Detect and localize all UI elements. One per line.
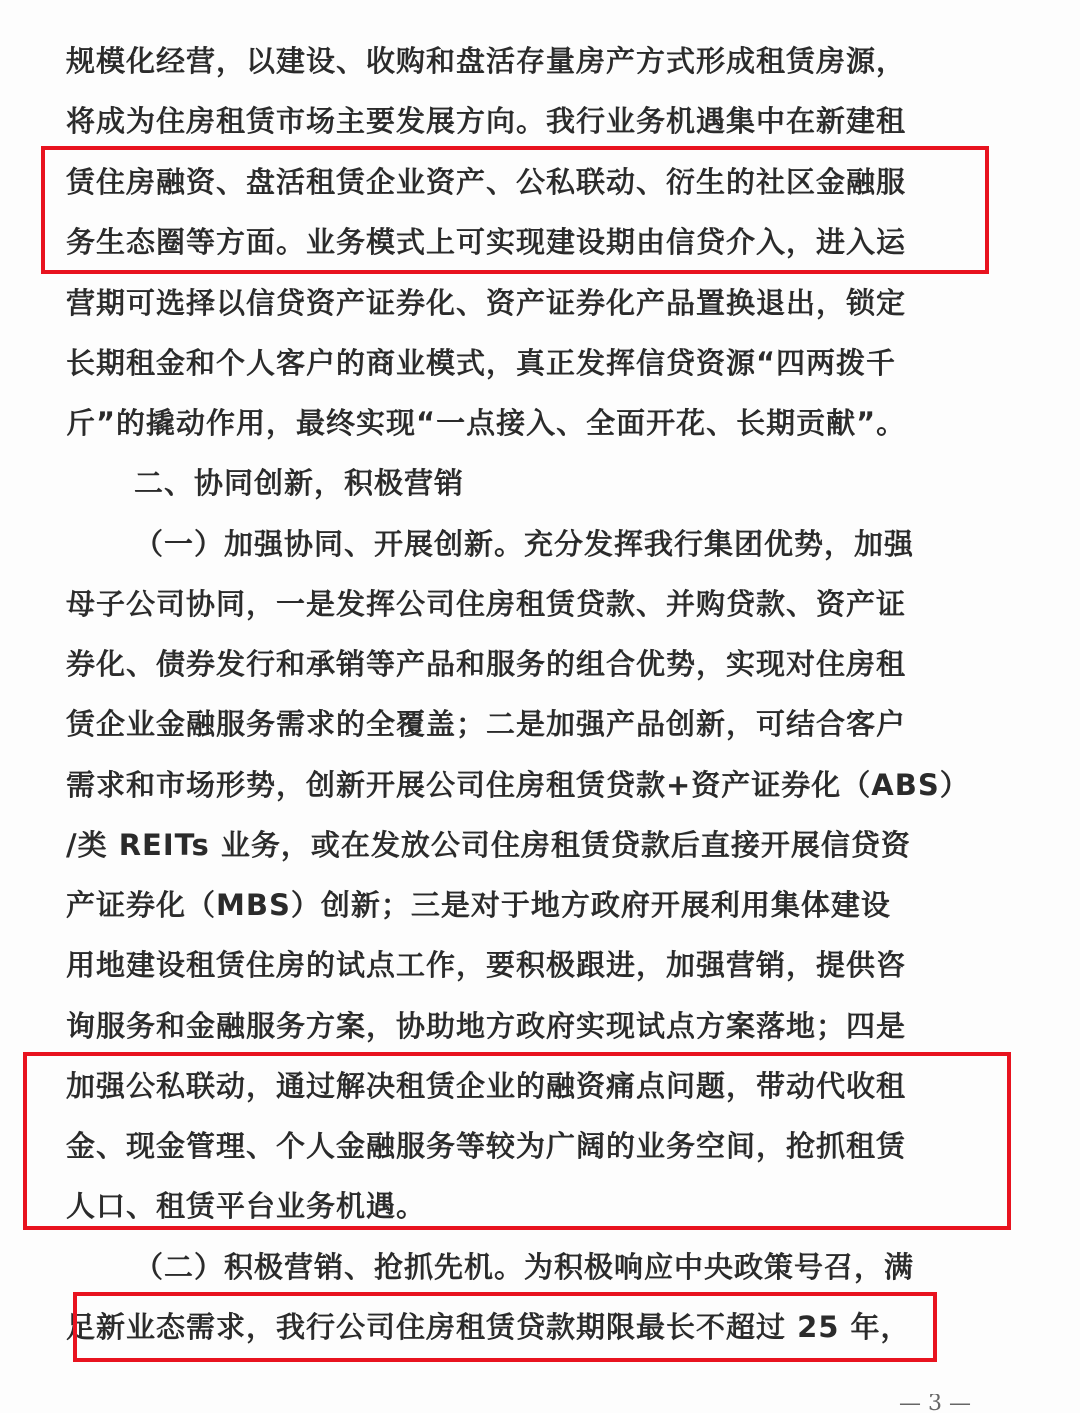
highlight-box-2 bbox=[23, 1052, 1011, 1230]
text-line-15: 产证券化（MBS）创新；三是对于地方政府开展利用集体建设 bbox=[66, 888, 891, 922]
highlight-box-1 bbox=[41, 146, 989, 274]
text-line-19: 金、现金管理、个人金融服务等较为广阔的业务空间，抢抓租赁 bbox=[66, 1129, 907, 1163]
text-line-3: 赁住房融资、盘活租赁企业资产、公私联动、衍生的社区金融服 bbox=[66, 165, 907, 199]
text-line-10: 母子公司协同，一是发挥公司住房租赁贷款、并购贷款、资产证 bbox=[66, 587, 907, 621]
text-line-9: （一）加强协同、开展创新。充分发挥我行集团优势，加强 bbox=[134, 527, 915, 561]
text-line-14: /类 REITs 业务，或在发放公司住房租赁贷款后直接开展信贷资 bbox=[66, 828, 911, 862]
text-line-22: 足新业态需求，我行公司住房租赁贷款期限最长不超过 25 年， bbox=[66, 1310, 911, 1344]
text-line-4: 务生态圈等方面。业务模式上可实现建设期由信贷介入，进入运 bbox=[66, 225, 907, 259]
text-line-12: 赁企业金融服务需求的全覆盖；二是加强产品创新，可结合客户 bbox=[66, 707, 907, 741]
section-heading: 二、协同创新，积极营销 bbox=[134, 466, 465, 500]
text-line-6: 长期租金和个人客户的商业模式，真正发挥信贷资源“四两拨千 bbox=[66, 346, 897, 380]
page-number: — 3 — bbox=[899, 1394, 971, 1413]
text-line-16: 用地建设租赁住房的试点工作，要积极跟进，加强营销，提供咨 bbox=[66, 948, 907, 982]
text-line-11: 券化、债券发行和承销等产品和服务的组合优势，实现对住房租 bbox=[66, 647, 907, 681]
text-line-18: 加强公私联动，通过解决租赁企业的融资痛点问题，带动代收租 bbox=[66, 1069, 907, 1103]
text-line-13: 需求和市场形势，创新开展公司住房租赁贷款+资产证券化（ABS） bbox=[66, 768, 970, 802]
text-line-17: 询服务和金融服务方案，协助地方政府实现试点方案落地；四是 bbox=[66, 1009, 907, 1043]
text-line-7: 斤”的撬动作用，最终实现“一点接入、全面开花、长期贡献”。 bbox=[66, 406, 907, 440]
text-line-20: 人口、租赁平台业务机遇。 bbox=[66, 1189, 427, 1223]
highlight-box-3 bbox=[73, 1292, 937, 1362]
text-line-1: 规模化经营，以建设、收购和盘活存量房产方式形成租赁房源， bbox=[66, 44, 907, 78]
text-line-5: 营期可选择以信贷资产证券化、资产证券化产品置换退出，锁定 bbox=[66, 286, 907, 320]
text-line-2: 将成为住房租赁市场主要发展方向。我行业务机遇集中在新建租 bbox=[66, 104, 907, 138]
text-line-21: （二）积极营销、抢抓先机。为积极响应中央政策号召，满 bbox=[134, 1250, 915, 1284]
